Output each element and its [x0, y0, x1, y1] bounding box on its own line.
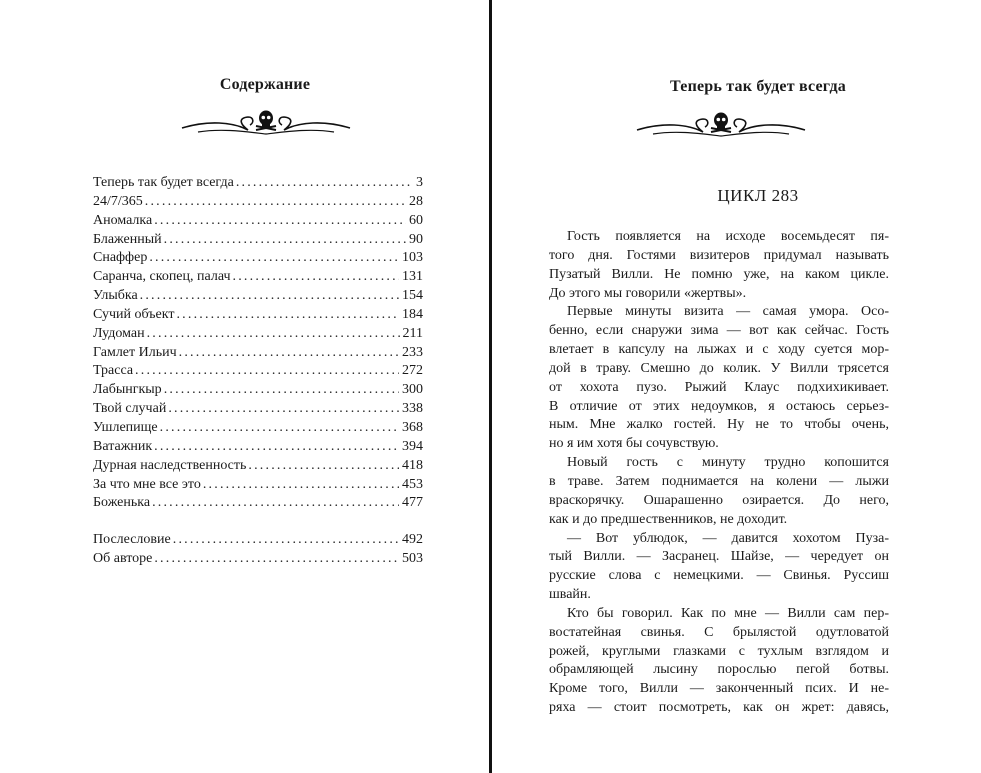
toc-entry-page: 418	[402, 457, 423, 473]
text-line: того дня. Гостями визитеров придумал называть	[549, 247, 889, 263]
toc-entry-page: 394	[402, 438, 423, 454]
skull-ornament-icon	[633, 110, 809, 138]
toc-entry-page: 300	[402, 382, 423, 398]
toc-entry-title: Сучий объект	[93, 306, 175, 322]
toc-entry	[93, 438, 423, 457]
toc-entry-page: 60	[409, 212, 423, 228]
toc-entry-page: 90	[409, 231, 423, 247]
paragraph	[549, 454, 889, 529]
toc-entry	[93, 494, 423, 513]
toc-leader-dots	[147, 325, 400, 344]
toc-leader-dots	[154, 438, 399, 457]
toc-entry	[93, 268, 423, 287]
toc-entry-title: За что мне все это	[93, 476, 201, 492]
skull-ornament-icon	[178, 108, 354, 136]
toc-entry-page: 103	[402, 250, 423, 266]
text-line: враскорячку. Ошарашенно озирается. До него,	[549, 492, 889, 508]
toc-entry-page: 477	[402, 495, 423, 511]
toc-entry-page: 3	[416, 175, 423, 190]
toc-entry	[93, 231, 423, 250]
toc-leader-dots	[248, 457, 399, 476]
toc-entry-title: Теперь так будет всегда	[93, 175, 234, 190]
toc-heading: Содержание	[219, 76, 311, 93]
toc-entry	[93, 419, 423, 438]
toc-leader-dots	[176, 306, 399, 325]
chapter-body	[549, 228, 889, 718]
toc-entry-page: 368	[402, 419, 423, 435]
text-line: русские слова с немецкими. — Свинья. Руссиш	[549, 568, 889, 584]
table-of-contents	[93, 174, 423, 569]
toc-leader-dots	[203, 476, 399, 495]
text-line: рожей, круглыми глазками с тухлым взглядом и	[549, 643, 889, 659]
toc-entry-page: 211	[402, 325, 423, 341]
chapter-heading: Теперь так будет всегда	[670, 78, 846, 95]
paragraph	[549, 303, 889, 454]
toc-leader-dots	[145, 193, 406, 212]
text-line: но я им хотя бы сочувствую.	[549, 436, 719, 452]
toc-entry	[93, 476, 423, 495]
toc-entry-title: Твой случай	[93, 401, 167, 417]
text-line: влетает в капсулу на лыжах и с ходу суется мор-	[549, 342, 889, 358]
paragraph	[549, 530, 889, 605]
toc-entry-title: Гамлет Ильич	[93, 344, 177, 360]
book-spine-divider	[489, 0, 492, 773]
toc-entry	[93, 193, 423, 212]
text-line: тый Вилли. — Засранец. Шайзе, — чередует он	[549, 549, 889, 565]
text-line: швайн.	[549, 587, 591, 603]
toc-leader-dots	[164, 231, 406, 250]
text-line: Пузатый Вилли. Не помню уже, на каком цикле.	[549, 266, 889, 282]
toc-entry	[93, 400, 423, 419]
toc-leader-dots	[160, 419, 399, 438]
toc-entry-title: Лудоман	[93, 325, 145, 341]
toc-entry-page: 272	[402, 363, 423, 379]
toc-entry-page: 28	[409, 193, 423, 209]
toc-entry-page: 154	[402, 288, 423, 304]
toc-leader-dots	[236, 174, 413, 193]
text-line: В отличие от этих недоумков, я остаюсь серьез-	[549, 398, 889, 414]
toc-entry	[93, 325, 423, 344]
toc-entry-page: 503	[402, 551, 423, 567]
text-line: бенно, если снаружи зима — вот как сейчас. Гость	[549, 323, 889, 339]
toc-leader-dots	[233, 268, 399, 287]
right-page	[493, 0, 981, 773]
toc-entry	[93, 287, 423, 306]
toc-entry	[93, 174, 423, 193]
toc-entry-page: 184	[402, 306, 423, 322]
toc-leader-dots	[164, 381, 399, 400]
text-line: как и до предшественников, не доходит.	[549, 511, 788, 527]
toc-leader-dots	[154, 212, 406, 231]
toc-entry	[93, 306, 423, 325]
toc-entry-title: Снаффер	[93, 250, 148, 266]
text-line: До этого мы говорили «жертвы».	[549, 285, 747, 301]
toc-entry-page: 233	[402, 344, 423, 360]
toc-entry-title: Об авторе	[93, 551, 153, 567]
toc-leader-dots	[154, 550, 399, 569]
text-line: обрамляющей лысину порослью пегой ботвы.	[549, 662, 889, 678]
toc-entry-title: Саранча, скопец, палач	[93, 269, 231, 285]
paragraph	[549, 605, 889, 718]
toc-entry-title: Лабынгкыр	[93, 382, 162, 398]
text-line: Гость появляется на исходе восемьдесят пя-	[567, 229, 889, 244]
toc-entry-title: Послесловие	[93, 532, 171, 548]
text-line: Первые минуты визита — самая умора. Осо-	[567, 304, 889, 320]
text-line: Новый гость с минуту трудно копошится	[567, 455, 889, 471]
toc-entry	[93, 381, 423, 400]
text-line: ным. Мне жалко гостей. Ну не то чтобы очень,	[549, 417, 889, 433]
toc-entry	[93, 457, 423, 476]
toc-leader-dots	[173, 531, 399, 550]
toc-entry-title: Трасса	[93, 363, 134, 379]
toc-leader-dots	[152, 494, 399, 513]
toc-leader-dots	[168, 400, 399, 419]
toc-entry-title: Аномалка	[93, 212, 153, 228]
paragraph	[549, 228, 889, 303]
toc-leader-dots	[135, 362, 399, 381]
text-line: — Вот ублюдок, — давится хохотом Пуза-	[567, 530, 889, 546]
toc-entry	[93, 212, 423, 231]
toc-entry	[93, 249, 423, 268]
toc-spacer	[93, 513, 423, 531]
text-line: Кроме того, Вилли — законченный псих. И не-	[549, 681, 889, 697]
toc-entry-page: 453	[402, 476, 423, 492]
text-line: востатейная свинья. С брылястой одутловатой	[549, 624, 889, 640]
toc-entry-title: 24/7/365	[93, 193, 143, 209]
text-line: дой в траву. Смешно до колик. У Вилли трясется	[549, 360, 889, 376]
toc-leader-dots	[179, 344, 399, 363]
toc-leader-dots	[140, 287, 399, 306]
text-line: от хохота пузо. Рыжий Клаус подхихикивает.	[549, 379, 889, 395]
toc-entry	[93, 550, 423, 569]
left-page	[0, 0, 490, 773]
toc-entry-title: Боженька	[93, 495, 151, 511]
text-line: ряха — стоит посмотреть, как он жрет: давясь,	[549, 700, 889, 716]
text-line: в траве. Затем поднимается на колени — лыжи	[549, 473, 889, 489]
toc-entry-title: Дурная наследственность	[93, 457, 247, 473]
toc-entry-title: Ватажник	[93, 438, 153, 454]
toc-entry	[93, 531, 423, 550]
toc-leader-dots	[149, 249, 399, 268]
text-line: Кто бы говорил. Как по мне — Вилли сам пер-	[567, 605, 889, 621]
toc-entry-page: 492	[402, 532, 423, 548]
toc-entry-title: Улыбка	[93, 288, 138, 304]
toc-entry-title: Ушлепище	[93, 419, 158, 435]
toc-entry-page: 131	[402, 269, 423, 285]
toc-entry-page: 338	[402, 401, 423, 417]
toc-entry	[93, 362, 423, 381]
toc-entry	[93, 344, 423, 363]
cycle-title: ЦИКЛ 283	[717, 186, 799, 205]
toc-entry-title: Блаженный	[93, 231, 162, 247]
